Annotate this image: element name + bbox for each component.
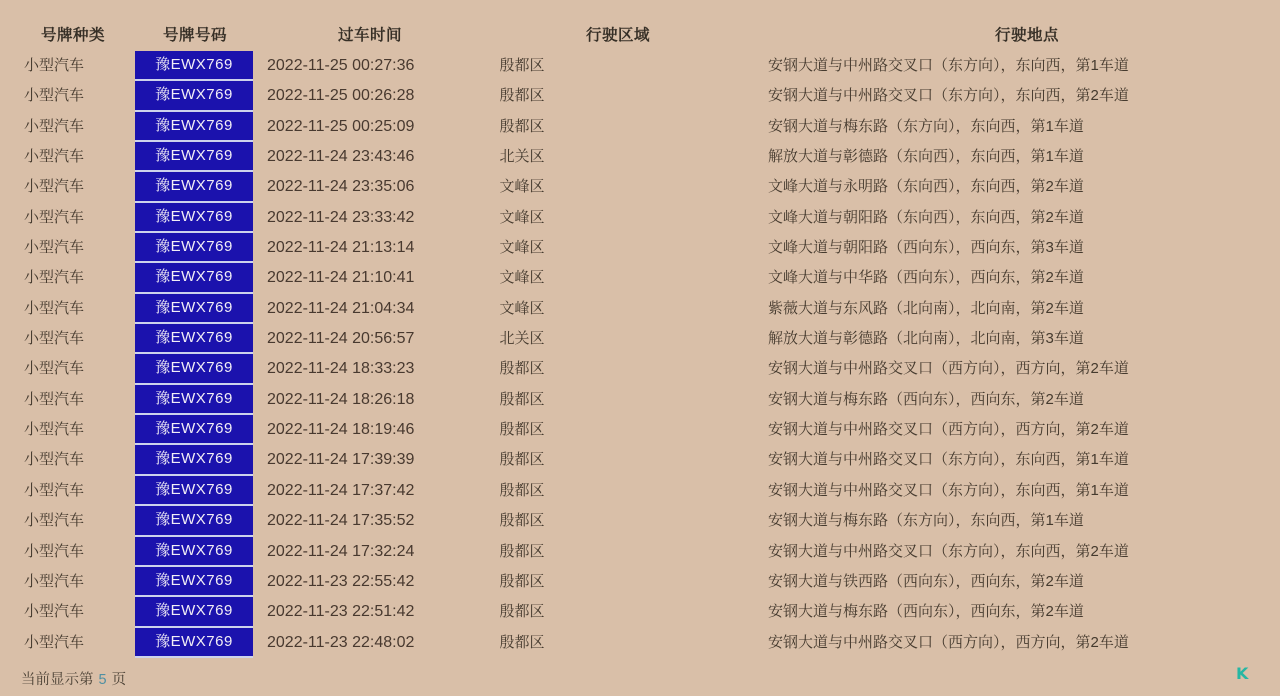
plate-type-cell: 小型汽车	[23, 87, 84, 105]
table-row	[0, 506, 1280, 536]
col-header-plate-number: 号牌号码	[162, 27, 227, 44]
plate-type-cell: 小型汽车	[23, 633, 84, 651]
plate-number-badge[interactable]: 豫EWX769	[135, 354, 253, 384]
table-row	[0, 415, 1280, 445]
table-row	[0, 51, 1280, 81]
driving-area-cell: 文峰区	[499, 299, 545, 317]
table-row	[0, 354, 1280, 384]
pass-time-cell: 2022-11-24 23:43:46	[267, 148, 415, 166]
driving-location-cell: 紫薇大道与东风路（北向南），北向南，第2车道	[768, 299, 1084, 317]
table-row	[0, 537, 1280, 567]
pass-time-cell: 2022-11-24 20:56:57	[267, 330, 415, 348]
table-row	[0, 567, 1280, 597]
driving-area-cell: 殷都区	[499, 451, 545, 469]
driving-area-cell: 文峰区	[499, 239, 545, 257]
driving-area-cell: 殷都区	[499, 57, 545, 74]
table-row	[0, 445, 1280, 475]
plate-type-cell: 小型汽车	[23, 390, 84, 408]
plate-type-cell: 小型汽车	[23, 572, 84, 590]
driving-area-cell: 殷都区	[499, 633, 545, 651]
plate-type-cell: 小型汽车	[23, 269, 84, 287]
driving-area-cell: 殷都区	[499, 390, 545, 408]
plate-number-badge[interactable]: 豫EWX769	[135, 81, 253, 111]
pass-time-cell: 2022-11-24 18:19:46	[267, 421, 415, 439]
page-number: 5	[98, 672, 107, 688]
plate-number-badge[interactable]: 豫EWX769	[135, 142, 253, 172]
driving-location-cell: 安钢大道与梅东路（西向东），西向东，第2车道	[768, 390, 1084, 408]
table-row	[0, 263, 1280, 293]
table-row	[0, 385, 1280, 415]
driving-location-cell: 安钢大道与中州路交叉口（西方向），西方向，第2车道	[768, 633, 1129, 651]
pass-time-cell: 2022-11-24 23:35:06	[267, 178, 415, 196]
table-row	[0, 628, 1280, 658]
driving-location-cell: 文峰大道与永明路（东向西），东向西，第2车道	[768, 178, 1084, 196]
pass-time-cell: 2022-11-24 18:33:23	[267, 360, 415, 378]
driving-area-cell: 文峰区	[499, 178, 545, 196]
driving-area-cell: 殷都区	[499, 87, 545, 105]
pass-time-cell: 2022-11-24 18:26:18	[267, 390, 415, 408]
plate-type-cell: 小型汽车	[23, 603, 84, 621]
plate-type-cell: 小型汽车	[23, 360, 84, 378]
page-status-suffix: 页	[111, 672, 127, 688]
plate-type-cell: 小型汽车	[23, 330, 84, 348]
driving-location-cell: 安钢大道与梅东路（西向东），西向东，第2车道	[768, 603, 1084, 621]
table-row	[0, 142, 1280, 172]
table-row	[0, 81, 1280, 111]
driving-area-cell: 北关区	[499, 148, 545, 166]
table-row	[0, 112, 1280, 142]
table-body	[0, 51, 1280, 658]
pass-time-cell: 2022-11-23 22:51:42	[267, 603, 415, 621]
driving-area-cell: 殷都区	[499, 421, 545, 439]
plate-number-badge[interactable]: 豫EWX769	[135, 263, 253, 293]
driving-location-cell: 安钢大道与中州路交叉口（东方向），东向西，第1车道	[768, 481, 1129, 499]
pass-time-cell: 2022-11-23 22:55:42	[267, 572, 415, 590]
plate-type-cell: 小型汽车	[23, 148, 84, 166]
driving-location-cell: 安钢大道与梅东路（东方向），东向西，第1车道	[768, 512, 1084, 530]
pass-time-cell: 2022-11-25 00:27:36	[267, 57, 415, 74]
driving-location-cell: 文峰大道与朝阳路（西向东），西向东，第3车道	[768, 239, 1084, 257]
plate-number-badge[interactable]: 豫EWX769	[135, 597, 253, 627]
table-header	[0, 0, 1280, 51]
pass-time-cell: 2022-11-24 21:04:34	[267, 299, 415, 317]
plate-number-badge[interactable]: 豫EWX769	[135, 294, 253, 324]
driving-area-cell: 文峰区	[499, 269, 545, 287]
pass-time-cell: 2022-11-24 17:39:39	[267, 451, 415, 469]
pass-time-cell: 2022-11-24 17:37:42	[267, 481, 415, 499]
driving-area-cell: 北关区	[499, 330, 545, 348]
plate-type-cell: 小型汽车	[23, 239, 84, 257]
page-status	[21, 668, 126, 686]
plate-type-cell: 小型汽车	[23, 451, 84, 469]
driving-location-cell: 安钢大道与中州路交叉口（东方向），东向西，第1车道	[768, 451, 1129, 469]
plate-number-badge[interactable]: 豫EWX769	[135, 445, 253, 475]
pass-time-cell: 2022-11-24 21:13:14	[267, 239, 415, 257]
driving-area-cell: 殷都区	[499, 572, 545, 590]
driving-area-cell: 文峰区	[499, 208, 545, 226]
col-header-plate-type: 号牌种类	[40, 27, 105, 44]
driving-location-cell: 安钢大道与中州路交叉口（东方向），东向西，第2车道	[768, 542, 1129, 560]
plate-number-badge[interactable]: 豫EWX769	[135, 537, 253, 567]
table-row	[0, 294, 1280, 324]
driving-area-cell: 殷都区	[499, 603, 545, 621]
driving-location-cell: 文峰大道与中华路（西向东），西向东，第2车道	[768, 269, 1084, 287]
pass-time-cell: 2022-11-24 21:10:41	[267, 269, 415, 287]
driving-area-cell: 殷都区	[499, 542, 545, 560]
page-status-prefix: 当前显示第	[21, 672, 94, 688]
table-row	[0, 233, 1280, 263]
plate-number-badge[interactable]: 豫EWX769	[135, 51, 253, 81]
driving-location-cell: 安钢大道与中州路交叉口（西方向），西方向，第2车道	[768, 421, 1129, 439]
plate-number-badge[interactable]: 豫EWX769	[135, 172, 253, 202]
plate-number-badge[interactable]: 豫EWX769	[135, 324, 253, 354]
plate-number-badge[interactable]: 豫EWX769	[135, 628, 253, 658]
plate-number-badge[interactable]: 豫EWX769	[135, 385, 253, 415]
col-header-pass-time: 过车时间	[337, 27, 402, 44]
plate-number-badge[interactable]: 豫EWX769	[135, 476, 253, 506]
plate-type-cell: 小型汽车	[23, 299, 84, 317]
plate-number-badge[interactable]: 豫EWX769	[135, 112, 253, 142]
col-header-driving-area: 行驶区域	[585, 27, 650, 44]
driving-area-cell: 殷都区	[499, 481, 545, 499]
table-row	[0, 203, 1280, 233]
driving-location-cell: 解放大道与彰德路（北向南），北向南，第3车道	[768, 330, 1084, 348]
watermark-k-logo: K	[1236, 664, 1249, 683]
driving-location-cell: 安钢大道与中州路交叉口（东方向），东向西，第2车道	[768, 87, 1129, 105]
plate-type-cell: 小型汽车	[23, 421, 84, 439]
table-row	[0, 597, 1280, 627]
pass-time-cell: 2022-11-23 22:48:02	[267, 633, 415, 651]
plate-type-cell: 小型汽车	[23, 481, 84, 499]
driving-location-cell: 安钢大道与中州路交叉口（西方向），西方向，第2车道	[768, 360, 1129, 378]
driving-location-cell: 安钢大道与铁西路（西向东），西向东，第2车道	[768, 572, 1084, 590]
col-header-driving-location: 行驶地点	[994, 27, 1059, 44]
table-row	[0, 172, 1280, 202]
plate-type-cell: 小型汽车	[23, 57, 84, 74]
driving-location-cell: 安钢大道与中州路交叉口（东方向），东向西，第1车道	[768, 57, 1129, 74]
plate-number-badge[interactable]: 豫EWX769	[135, 233, 253, 263]
driving-location-cell: 解放大道与彰德路（东向西），东向西，第1车道	[768, 148, 1084, 166]
plate-number-badge[interactable]: 豫EWX769	[135, 567, 253, 597]
plate-type-cell: 小型汽车	[23, 512, 84, 530]
driving-location-cell: 文峰大道与朝阳路（东向西），东向西，第2车道	[768, 208, 1084, 226]
plate-type-cell: 小型汽车	[23, 178, 84, 196]
pass-time-cell: 2022-11-25 00:26:28	[267, 87, 415, 105]
plate-number-badge[interactable]: 豫EWX769	[135, 506, 253, 536]
table-row	[0, 324, 1280, 354]
driving-area-cell: 殷都区	[499, 360, 545, 378]
plate-type-cell: 小型汽车	[23, 117, 84, 135]
pass-time-cell: 2022-11-24 23:33:42	[267, 208, 415, 226]
plate-number-badge[interactable]: 豫EWX769	[135, 415, 253, 445]
driving-area-cell: 殷都区	[499, 512, 545, 530]
plate-type-cell: 小型汽车	[23, 542, 84, 560]
plate-type-cell: 小型汽车	[23, 208, 84, 226]
pass-time-cell: 2022-11-24 17:35:52	[267, 512, 415, 530]
driving-location-cell: 安钢大道与梅东路（东方向），东向西，第1车道	[768, 117, 1084, 135]
pass-time-cell: 2022-11-24 17:32:24	[267, 542, 415, 560]
plate-number-badge[interactable]: 豫EWX769	[135, 203, 253, 233]
driving-area-cell: 殷都区	[499, 117, 545, 135]
pass-time-cell: 2022-11-25 00:25:09	[267, 117, 415, 135]
table-row	[0, 476, 1280, 506]
